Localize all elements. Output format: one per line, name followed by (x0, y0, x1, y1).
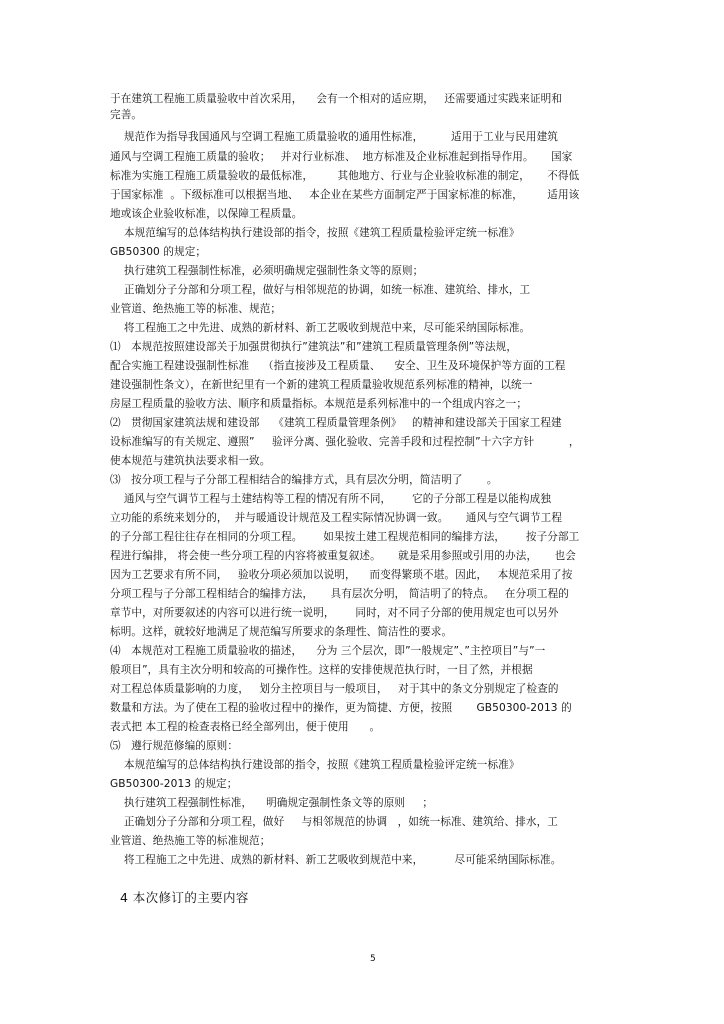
text-line: 业管道、绝热施工等的标准、规范； (110, 303, 282, 315)
text-line: ⑵ 贯彻国家建筑法规和建设部 《建筑工程质量管理条例》 的精神和建设部关于国家工程建 (110, 417, 562, 429)
text-line: 正确划分子分部和分项工程，做好与相邻规范的协调，如统一标准、建筑给、排水，工 (110, 284, 531, 296)
text-line: 正确划分子分部和分项工程，做好 与相邻规范的协调 ，如统一标准、建筑给、排水，工 (110, 816, 558, 828)
text-line: 设标准编写的有关规定、遵照” 验评分离、强化验收、完善手段和过程控制”十六字方针 ， (110, 436, 580, 448)
text-line: 的子分部工程往往存在相同的分项工程。 如果按土建工程规范相同的编排方法， 按子分部工 (110, 531, 580, 543)
text-line: 因为工艺要求有所不同， 验收分项必须加以说明， 而变得繁琐不堪。因此， 本规范采用了按 (110, 569, 573, 581)
text-line: 将工程施工之中先进、成熟的新材料、新工艺吸收到规范中来，尽可能采纳国际标准。 (110, 322, 531, 334)
text-line: 将工程施工之中先进、成熟的新材料、新工艺吸收到规范中来， 尽可能采纳国际标准。 (110, 854, 562, 866)
text-line: 本规范编写的总体结构执行建设部的指令，按照《建筑工程质量检验评定统一标准》 (110, 759, 520, 771)
text-line: 使本规范与建筑执法要求相一致。 (110, 455, 271, 467)
text-line: 立功能的系统来划分的， 并与暖通设计规范及工程实际情况协调一致。 通风与空气调节工程 (110, 512, 563, 524)
text-line: 完善。 (110, 109, 143, 121)
text-line: 分项工程与子分部工程相结合的编排方法， 具有层次分明， 简洁明了的特点。 在分项工程的 (110, 588, 569, 600)
text-line: 房屋工程质量的验收方法、顺序和质量指标。本规范是系列标准中的一个组成内容之一； (110, 398, 528, 410)
section-heading: 4 本次修订的主要内容 (120, 890, 249, 905)
text-line: 规范作为指导我国通风与空调工程施工质量验收的通用性标准， 适用于工业与民用建筑 (110, 131, 558, 143)
text-line: 执行建筑工程强制性标准，必须明确规定强制性条文等的原则； (110, 265, 424, 277)
text-line: 于国家标准 。下级标准可以根据当地、 本企业在某些方面制定严于国家标准的标准， 适用该 (110, 189, 580, 201)
text-line: 地或该企业验收标准，以保障工程质量。 (110, 208, 303, 220)
text-line: 标明。这样，就较好地满足了规范编写所要求的条理性、简洁性的要求。 (110, 626, 453, 638)
text-line: GB50300 的规定； (110, 246, 207, 258)
text-line: 配合实施工程建设强制性标准 （指直接涉及工程质量、 安全、卫生及环境保护等方面的工程 (110, 360, 566, 372)
text-line: ⑸ 遵行规范修编的原则： (110, 740, 239, 752)
text-line: 业管道、绝热施工等的标准规范； (110, 835, 271, 847)
text-line: 于在建筑工程施工质量验收中首次采用， 会有一个相对的适应期， 还需要通过实践来证明和 (110, 93, 563, 105)
text-line: 章节中，对所要叙述的内容可以进行统一说明， 同时，对不同子分部的使用规定也可以另外 (110, 607, 559, 619)
text-line: GB50300-2013 的规定； (110, 778, 238, 790)
text-line: 建设强制性条文），在新世纪里有一个新的建筑工程质量验收规范系列标准的精神，以统一 (110, 379, 533, 391)
text-line: 程进行编排， 将会使一些分项工程的内容将被重复叙述。 就是采用参照或引用的办法， 也会 (110, 550, 576, 562)
page-number: 5 (370, 954, 376, 964)
text-line: ⑷ 本规范对工程施工质量验收的描述， 分为 三个层次，即”一般规定”、”主控项目”与”一 (110, 645, 546, 657)
text-line: 本规范编写的总体结构执行建设部的指令，按照《建筑工程质量检验评定统一标准》 (110, 227, 520, 239)
text-line: ⑴ 本规范按照建设部关于加强贯彻执行”建筑法”和”建筑工程质量管理条例”等法规， (110, 341, 518, 353)
text-line: 标准为实施工程施工质量验收的最低标准， 其他地方、行业与企业验收标准的制定， 不得低 (110, 170, 580, 182)
text-line: 通风与空气调节工程与土建结构等工程的情况有所不同， 它的子分部工程是以能构成独 (110, 493, 552, 505)
text-line: 通风与空调工程施工质量的验收； 并对行业标准、 地方标准及企业标准起到指导作用。 国家 (110, 151, 573, 163)
text-line: 执行建筑工程强制性标准， 明确规定强制性条文等的原则 ； (110, 797, 434, 809)
text-line: 般项目”，具有主次分明和较高的可操作性。这样的安排使规范执行时，一目了然，并根据 (110, 664, 533, 676)
text-line: 对工程总体质量影响的力度， 划分主控项目与一般项目， 对于其中的条文分别规定了检查的 (110, 683, 559, 695)
text-line: 数量和方法。为了使在工程的验收过程中的操作，更为简捷、方便，按照 GB50300-2013 的 (110, 702, 572, 714)
text-line: 表式把 本工程的检查表格已经全部列出，便于使用 。 (110, 721, 381, 733)
text-line: ⑶ 按分项工程与子分部工程相结合的编排方式，具有层次分明，简洁明了 。 (110, 474, 498, 486)
